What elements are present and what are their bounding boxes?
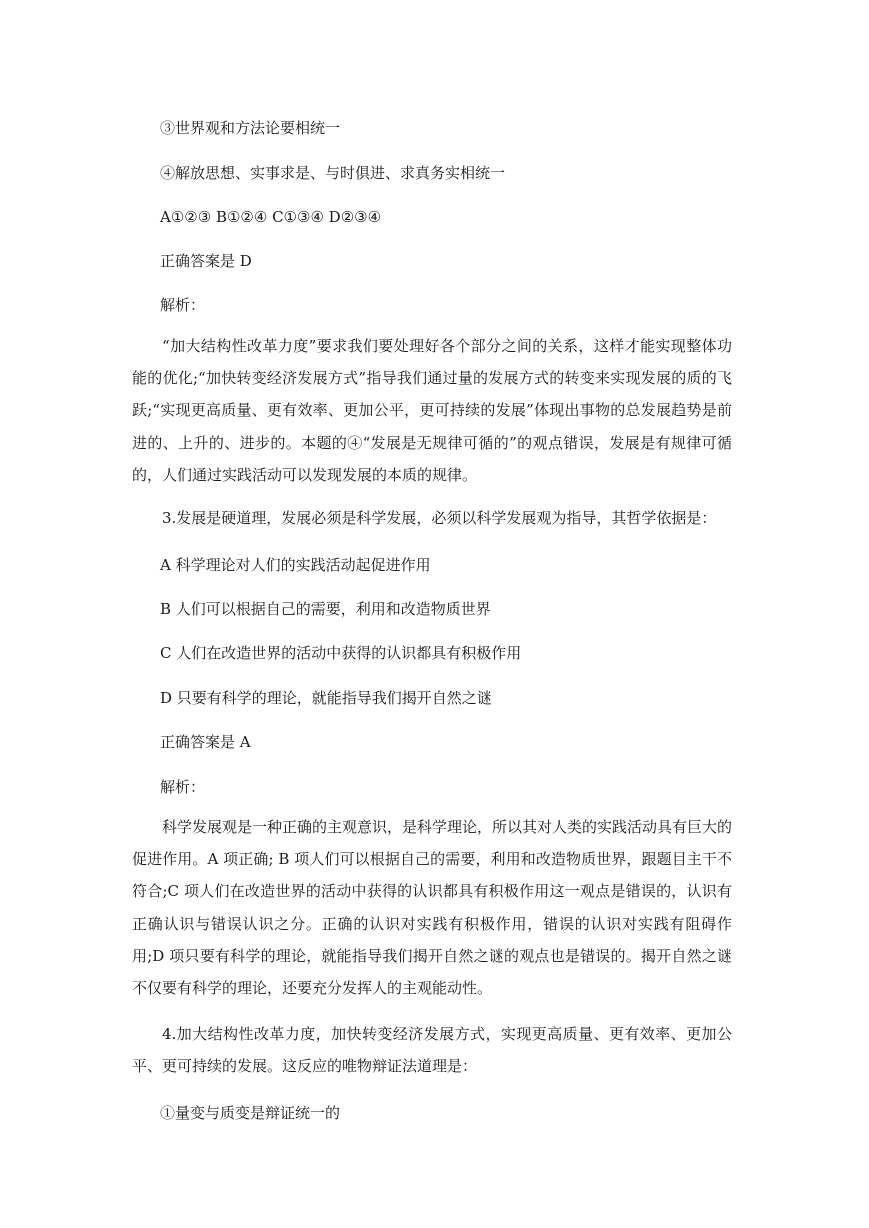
answer-line: 正确答案是 D [160,252,252,270]
choices-line: A①②③ B①②④ C①③④ D②③④ [160,208,382,226]
question-4-option-1: ①量变与质变是辩证统一的 [160,1104,341,1122]
question-3-option-c: C 人们在改造世界的活动中获得的认识都具有积极作用 [160,644,522,662]
analysis-label: 解析： [160,296,206,314]
option-line-4: ④解放思想、实事求是、与时俱进、求真务实相统一 [160,164,506,182]
question-4-stem: 4.加大结构性改革力度，加快转变经济发展方式，实现更高质量、更有效率、更加公平、更可持续的发展。这反应的唯物辩证法道理是： [132,1025,732,1076]
question-3-analysis: 科学发展观是一种正确的主观意识，是科学理论，所以其对人类的实践活动具有巨大的促进作用。A 项正确; B 项人们可以根据自己的需要，利用和改造物质世界，跟题目主干不符合;C 项人们在改造世界的活动中获得的认识都具有积极作用这一观点是错误的，认识有正确认识与错误认识之分。正确的认识对实践有积极作用，错误的认识对实践有阻碍作用;D 项只要有科学的理论，就能指导我们揭开自然之谜的观点也是错误的。揭开自然之谜不仅要有科学的理论，还要充分发挥人的主观能动性。 [132,818,733,998]
question-3-analysis-label: 解析： [160,778,206,796]
question-3-option-a: A 科学理论对人们的实践活动起促进作用 [160,556,431,574]
question-3-option-b: B 人们可以根据自己的需要，利用和改造物质世界 [160,600,491,618]
question-3-option-d: D 只要有科学的理论，就能指导我们揭开自然之谜 [160,689,492,707]
question-3-stem: 3.发展是硬道理，发展必须是科学发展，必须以科学发展观为指导，其哲学依据是： [162,509,717,527]
analysis-paragraph: “加大结构性改革力度”要求我们要处理好各个部分之间的关系，这样才能实现整体功能的优化;“加快转变经济发展方式”指导我们通过量的发展方式的转变来实现发展的质的飞跃;“实现更高质量、更有效率、更加公平，更可持续的发展”体现出事物的总发展趋势是前进的、上升的、进步的。本题的④“发展是无规律可循的”的观点错误，发展是有规律可循的，人们通过实践活动可以发现发展的本质的规律。 [132,337,732,484]
question-3-answer: 正确答案是 A [160,733,251,751]
option-line-3: ③世界观和方法论要相统一 [160,119,341,137]
